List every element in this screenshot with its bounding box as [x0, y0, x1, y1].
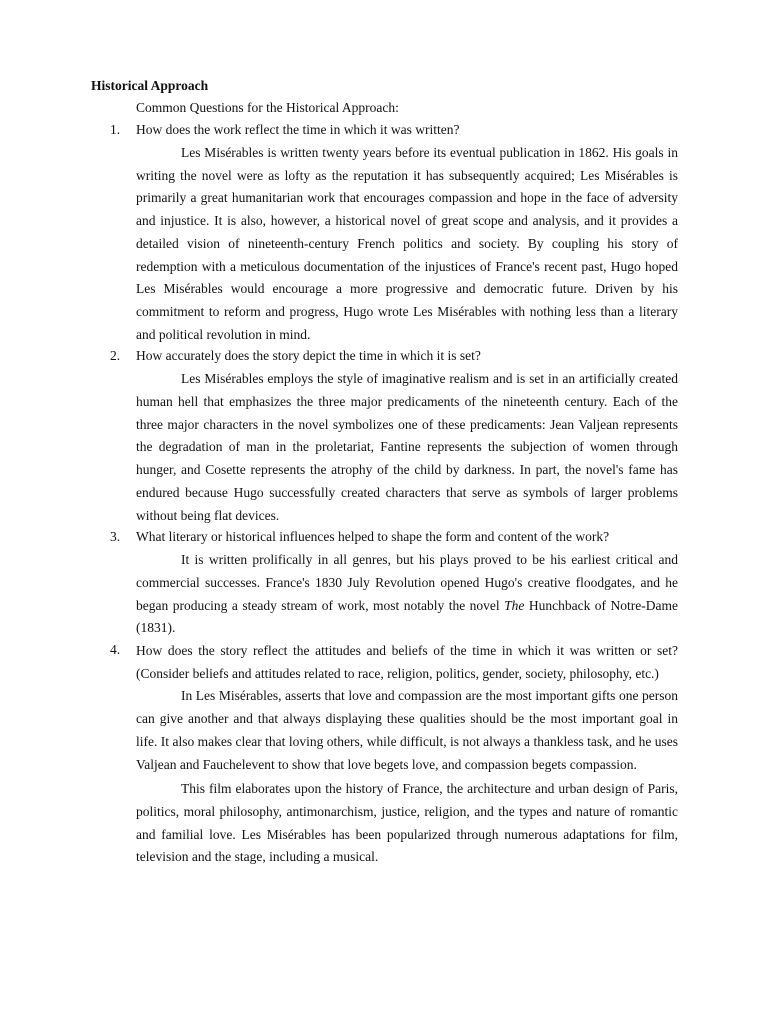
question-item-3	[91, 527, 678, 640]
question-text: How accurately does the story depict the time in which it is set?	[136, 348, 481, 364]
answer-text-start: It is written prolifically in all genres, but his plays proved to be his earliest critical and commercial successes. France's 1830 July Revolution opened Hugo's creative floodgates, and he began producing a steady stream of work, most notably the novel	[136, 552, 678, 613]
document-heading: Historical Approach	[91, 78, 209, 93]
answer-paragraph	[136, 549, 678, 640]
answer-text-end: Hunchback of Notre-Dame (1831).	[136, 597, 678, 636]
question-number: 1.	[110, 122, 121, 137]
question-text: What literary or historical influences helped to shape the form and content of the work?	[136, 529, 610, 545]
question-list	[91, 120, 678, 869]
question-text: How does the work reflect the time in which it was written?	[136, 122, 460, 137]
answer-paragraph: Les Misérables is written twenty years before its eventual publication in 1862. His goals in writing the novel were as lofty as the reputation it has subsequently acquired; Les Misérables is primarily a great humanitarian work that encourages compassion and hope in the face of adversity and injustice. It is also, however, a historical novel of great scope and analysis, and it provides a detailed vision of nineteenth-century French politics and society. By coupling his story of redemption with a meticulous documentation of the injustices of France's recent past, Hugo hoped Les Misérables would encourage a more progressive and democratic future. Driven by his commitment to reform and progress, Hugo wrote Les Misérables with nothing less than a literary and political revolution in mind.	[136, 145, 678, 342]
italic-title-word: The	[504, 597, 525, 613]
answer-paragraph: In Les Misérables, asserts that love and compassion are the most important gifts one person can give another and that always displaying these qualities should be the most important goal in life. It also makes clear that loving others, while difficult, is not always a thankless task, and he uses Valjean and Fauchelevent to show that love begets love, and compassion begets compassion.	[136, 688, 678, 772]
question-item-1	[91, 120, 678, 346]
question-item-4	[91, 640, 678, 869]
questions-intro: Common Questions for the Historical Approach:	[136, 100, 399, 115]
answer-paragraph: This film elaborates upon the history of France, the architecture and urban design of Paris, politics, moral philosophy, antimonarchism, justice, religion, and the types and nature of romantic and familial love. Les Misérables has been popularized through numerous adaptations for film, television and the stage, including a musical.	[136, 781, 678, 865]
answer-paragraph: Les Misérables employs the style of imaginative realism and is set in an artificially created human hell that emphasizes the three major predicaments of the nineteenth century. Each of the three major characters in the novel symbolizes one of these predicaments: Jean Valjean represents the degradation of man in the proletariat, Fantine represents the subjection of women through hunger, and Cosette represents the atrophy of the child by darkness. In part, the novel's fame has endured because Hugo successfully created characters that serve as symbols of larger problems without being flat devices.	[136, 371, 678, 523]
question-number: 2.	[110, 348, 121, 364]
question-text: How does the story reflect the attitudes and beliefs of the time in which it was written or set? (Consider beliefs and attitudes related to race, religion, politics, gender, society, philosophy, etc.)	[136, 643, 678, 681]
question-item-2	[91, 346, 678, 527]
question-number: 4.	[110, 642, 121, 658]
question-number: 3.	[110, 529, 121, 545]
